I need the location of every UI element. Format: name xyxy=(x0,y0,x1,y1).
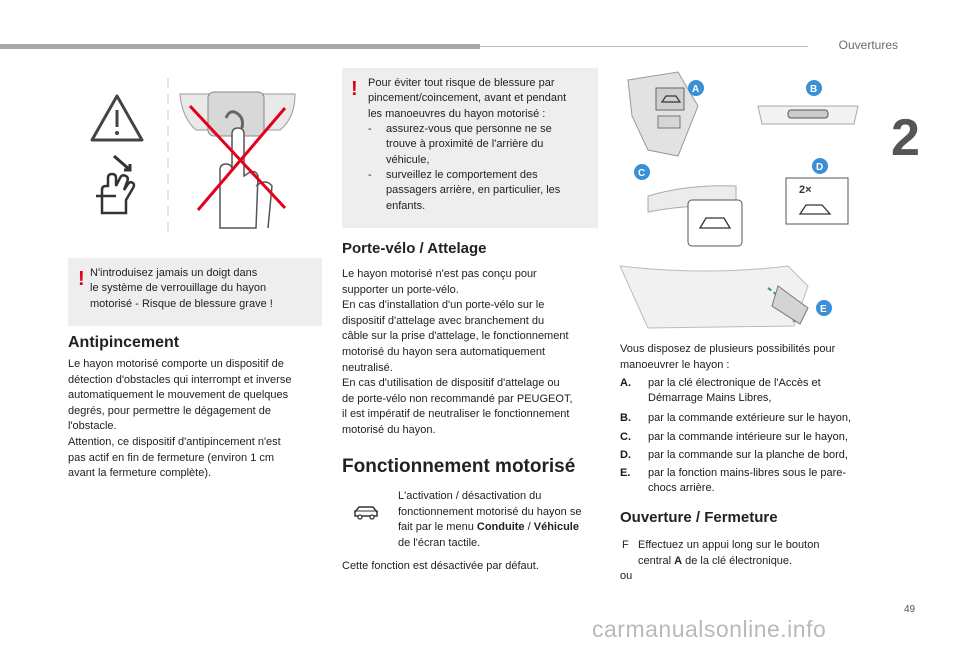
header-rule-thin xyxy=(480,46,808,47)
paragraph-line: En cas d'installation d'un porte-vélo sur le xyxy=(342,299,545,312)
paragraph-line: neutralisé. xyxy=(342,361,393,374)
paragraph-line: motorisé du hayon sera automatiquement xyxy=(342,345,546,358)
default-disabled-text: Cette fonction est désactivée par défaut. xyxy=(342,560,539,572)
chapter-number: 2 xyxy=(891,109,920,167)
paragraph-line: il est impératif de neutraliser le fonctionnement xyxy=(342,408,570,421)
ouverture-title: Ouverture / Fermeture xyxy=(620,509,778,526)
paragraph-line: avant la fermeture complète). xyxy=(68,467,212,480)
fonctionnement-title: Fonctionnement motorisé xyxy=(342,456,576,477)
paragraph-line: Vous disposez de plusieurs possibilités pour xyxy=(620,343,836,355)
key-a-ref: A xyxy=(674,554,683,567)
label-d: D xyxy=(816,162,824,173)
warning-text-line: passagers arrière, en particulier, les xyxy=(386,184,561,197)
paragraph-line: détection d'obstacles qui interrompt et inverse xyxy=(68,373,292,386)
list-item xyxy=(620,430,880,446)
label-c: C xyxy=(638,168,646,179)
list-letter: C. xyxy=(620,431,631,443)
paragraph-line: de l'écran tactile. xyxy=(398,536,481,549)
warning-exclamation-icon: ! xyxy=(351,78,358,100)
list-letter: D. xyxy=(620,449,631,461)
warning-box-passengers xyxy=(342,68,598,228)
list-item xyxy=(620,448,880,464)
warning-text-line: les manoeuvres du hayon motorisé : xyxy=(368,107,546,120)
label-a-badge xyxy=(688,80,704,96)
bullet-dash: - xyxy=(368,169,372,181)
warning-text-line: N'introduisez jamais un doigt dans xyxy=(90,267,258,279)
warning-text-line: Pour éviter tout risque de blessure par xyxy=(368,77,555,89)
label-e-badge xyxy=(816,300,832,316)
paragraph-line: supporter un porte-vélo. xyxy=(342,283,459,296)
label-c-badge xyxy=(634,164,650,180)
text-part: central xyxy=(638,554,675,567)
list-item xyxy=(620,411,880,427)
list-text: par la commande extérieure sur le hayon, xyxy=(648,412,851,424)
paragraph-line: Attention, ce dispositif d'antipincement n'est xyxy=(68,435,281,448)
warning-exclamation-icon: ! xyxy=(78,268,85,290)
label-e: E xyxy=(820,304,827,315)
warning-text-line: enfants. xyxy=(386,199,426,212)
tailgate-lock-figure xyxy=(180,92,295,228)
warning-text-line: surveillez le comportement des xyxy=(386,169,538,181)
text-part: de la clé électronique. xyxy=(682,554,793,567)
watermark: carmanualsonline.info xyxy=(592,616,827,642)
finger-warning-illustration xyxy=(80,78,320,238)
paragraph-line: manoeuvrer le hayon : xyxy=(620,358,730,371)
list-text: par la fonction mains-libres sous le pare- xyxy=(648,467,847,479)
paragraph-line xyxy=(398,520,581,536)
tailgate-controls-illustration xyxy=(618,66,868,336)
menu-text: fait par le menu xyxy=(398,521,474,534)
paragraph-line: automatiquement le mouvement de quelques xyxy=(68,389,289,402)
press-hand-icon xyxy=(96,156,134,213)
menu-conduite: Conduite xyxy=(476,521,525,534)
paragraph-line: câble sur la prise d'attelage, le fonctionnement xyxy=(342,330,569,343)
warning-text-line: le système de verrouillage du hayon xyxy=(90,282,267,295)
label-d-badge xyxy=(812,158,828,174)
paragraph-line: de porte-vélo non recommandé par PEUGEOT, xyxy=(342,392,573,405)
warning-text-line: assurez-vous que personne ne se xyxy=(386,123,552,135)
list-text: par la clé électronique de l'Accès et xyxy=(648,377,821,389)
interior-button-figure xyxy=(648,186,742,246)
list-text: par la commande intérieure sur le hayon, xyxy=(648,431,848,443)
list-letter: A. xyxy=(620,377,631,389)
warning-box-finger xyxy=(68,258,322,326)
dashboard-badge-text: 2× xyxy=(799,184,812,196)
page-number: 49 xyxy=(904,604,916,615)
porte-velo-title: Porte-vélo / Attelage xyxy=(342,240,487,257)
warning-text-line: véhicule, xyxy=(386,153,430,166)
list-letter: B. xyxy=(620,412,631,424)
fonctionnement-note xyxy=(398,489,581,551)
paragraph-line: Le hayon motorisé comporte un dispositif de xyxy=(68,358,284,370)
antipincement-text xyxy=(68,357,291,482)
warning-text-line: pincement/coincement, avant et pendant xyxy=(368,92,567,105)
warning-text-line: trouve à proximité de l'arrière du xyxy=(386,138,544,151)
label-b: B xyxy=(810,84,818,95)
ouverture-instruction xyxy=(638,538,819,569)
paragraph-line: dispositif d'attelage avec branchement du xyxy=(342,314,545,327)
paragraph-line: Effectuez un appui long sur le bouton xyxy=(638,539,820,551)
paragraph-line: fonctionnement motorisé du hayon se xyxy=(398,505,582,518)
possibilites-intro xyxy=(620,342,835,373)
key-fob-figure xyxy=(628,72,698,156)
list-item xyxy=(620,466,880,498)
list-text: par la commande sur la planche de bord, xyxy=(648,449,848,461)
exterior-button-figure xyxy=(758,106,858,124)
list-text: chocs arrière. xyxy=(648,482,715,495)
paragraph-line: L'activation / désactivation du xyxy=(398,490,542,502)
label-b-badge xyxy=(806,80,822,96)
paragraph-line: l'obstacle. xyxy=(68,420,117,433)
car-settings-icon xyxy=(352,502,380,522)
list-item xyxy=(620,376,880,408)
dashboard-button-figure xyxy=(786,178,848,224)
paragraph-line: pas actif en fin de fermeture (environ 1 cm xyxy=(68,451,275,464)
ou-text: ou xyxy=(620,570,633,582)
paragraph-line: degrés, pour permettre le dégagement de xyxy=(68,404,272,417)
paragraph-line: Le hayon motorisé n'est pas conçu pour xyxy=(342,268,537,280)
list-text: Démarrage Mains Libres, xyxy=(648,392,772,405)
header-rule xyxy=(0,44,480,49)
warning-triangle-icon xyxy=(92,96,142,140)
porte-velo-text xyxy=(342,267,573,439)
section-title: Ouvertures xyxy=(838,38,898,52)
paragraph-line: motorisé du hayon. xyxy=(342,423,436,436)
list-letter: E. xyxy=(620,467,631,479)
warning-text-line: motorisé - Risque de blessure grave ! xyxy=(90,297,273,310)
paragraph-line: En cas d'utilisation de dispositif d'attelage ou xyxy=(342,377,560,390)
antipincement-title: Antipincement xyxy=(68,334,180,351)
bullet-dash: - xyxy=(368,123,372,135)
bumper-handsfree-figure xyxy=(620,266,808,328)
paragraph-line xyxy=(638,554,819,570)
ouverture-bullet-icon: F xyxy=(622,539,629,551)
label-a: A xyxy=(692,84,700,95)
menu-vehicule: Véhicule xyxy=(533,521,579,534)
menu-separator: / xyxy=(524,521,534,534)
